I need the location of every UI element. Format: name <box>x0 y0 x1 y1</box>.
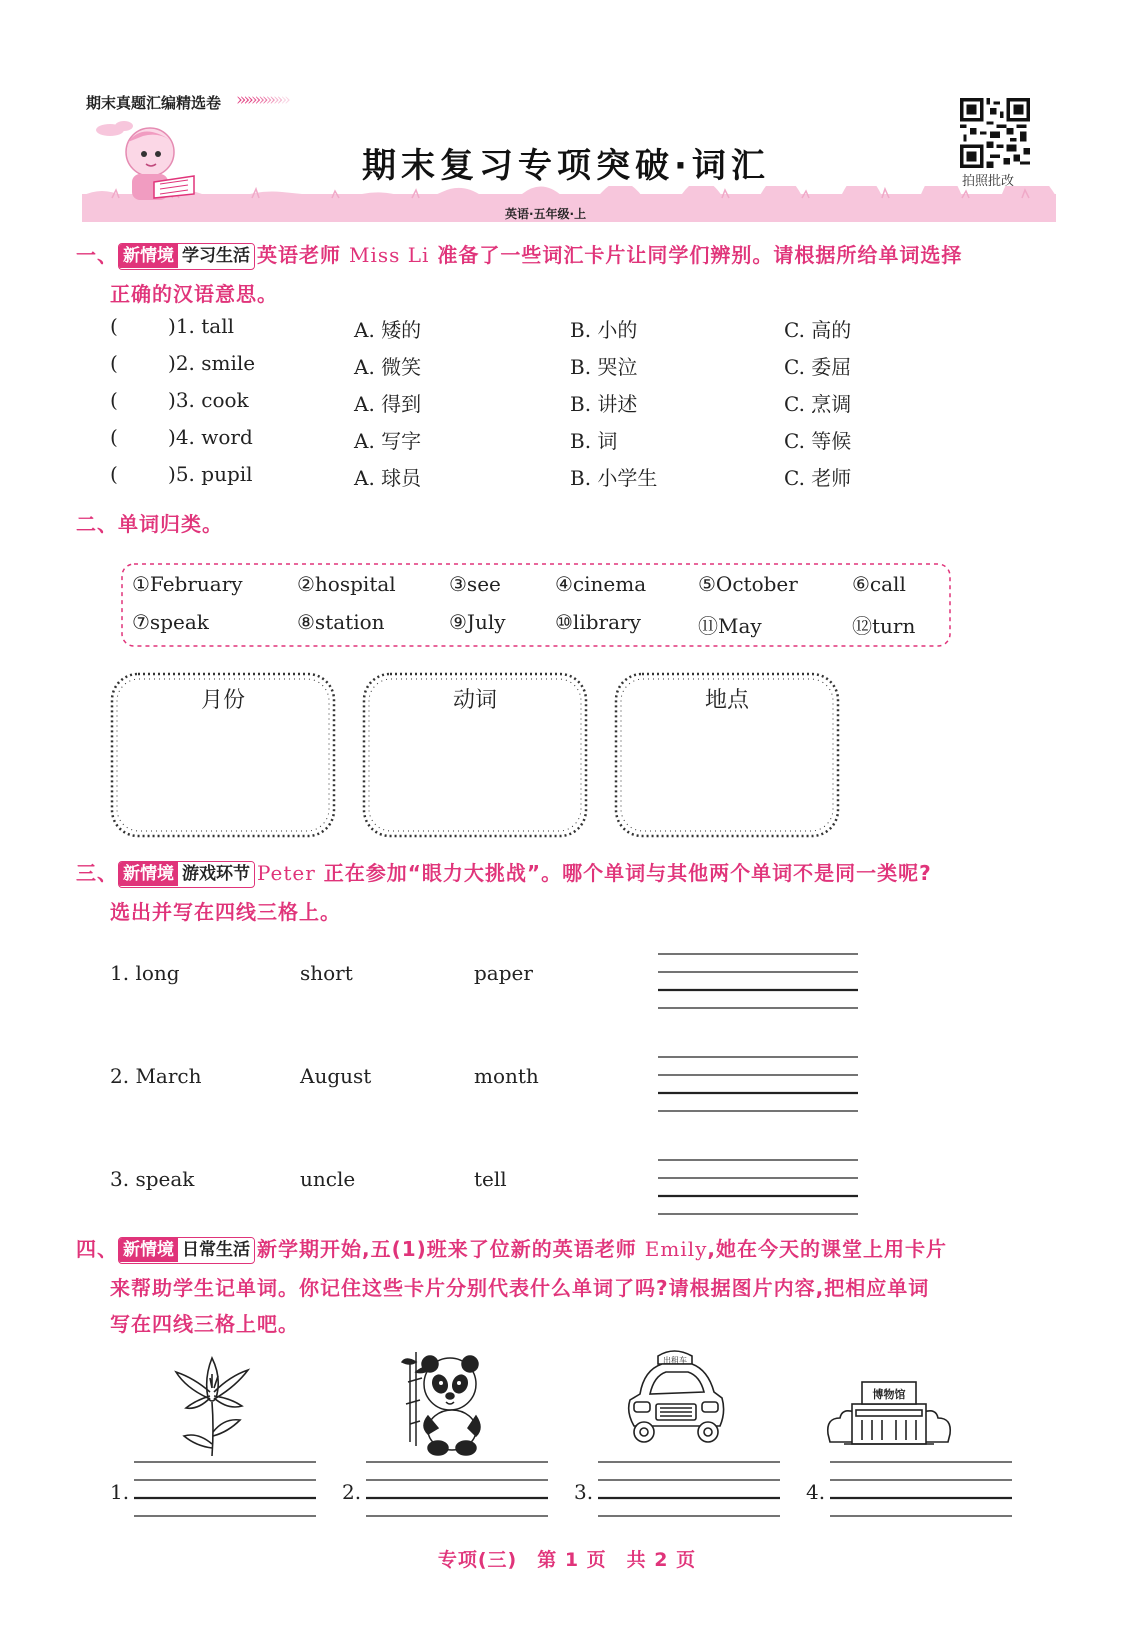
option-b: B. 哭泣 <box>570 355 638 379</box>
category-label: 动词 <box>452 688 497 713</box>
situation-tag: 新情境 日常生活 <box>118 1237 255 1264</box>
section-4-heading-line2: 来帮助学生记单词。你记住这些卡片分别代表什么单词了吗?请根据图片内容,把相应单词 <box>110 1276 930 1300</box>
category-label: 月份 <box>200 688 245 713</box>
four-line-grid[interactable] <box>598 1460 780 1518</box>
option-b: B. 讲述 <box>570 392 638 416</box>
choice-word: month <box>474 1064 539 1088</box>
picture-number: 1. <box>110 1480 130 1504</box>
section-3-heading: 三、 新情境 游戏环节 Peter 正在参加“眼力大挑战”。哪个单词与其他两个单词不是同一类呢? <box>76 854 1066 892</box>
word-bank-item: ⑨July <box>449 610 506 634</box>
section-1-heading-line2: 正确的汉语意思。 <box>110 282 278 306</box>
word-bank-item: ⑤October <box>698 572 798 596</box>
answer-blank[interactable]: ( <box>110 351 118 375</box>
option-a: A. 写字 <box>354 429 422 453</box>
word-bank-item: ③see <box>449 572 501 596</box>
option-c: C. 高的 <box>784 318 852 342</box>
odd-one-out-row: 3. speak <box>110 1167 195 1191</box>
situation-tag: 新情境 学习生活 <box>118 243 255 270</box>
word-bank-item: ⑧station <box>297 610 385 634</box>
odd-one-out-row: 1. long <box>110 961 180 985</box>
choice-word: tell <box>474 1167 507 1191</box>
choice-word: uncle <box>300 1167 356 1191</box>
four-line-grid[interactable] <box>658 1158 858 1216</box>
section-1-heading: 一、 新情境 学习生活 英语老师 Miss Li 准备了一些词汇卡片让同学们辨别。请根据所给单词选择 <box>76 236 1066 274</box>
option-b: B. 小学生 <box>570 466 658 490</box>
page-footer: 专项(三) 第 1 页 共 2 页 <box>437 1549 697 1571</box>
odd-one-out-row: 2. March <box>110 1064 202 1088</box>
four-line-grid[interactable] <box>366 1460 548 1518</box>
word-bank-box <box>120 562 952 648</box>
qr-caption: 拍照批改 <box>962 174 1015 189</box>
four-line-grid[interactable] <box>658 1055 858 1113</box>
word-bank-item: ⑥call <box>852 572 906 596</box>
museum-sign: 博物馆 <box>872 1388 906 1401</box>
section-2-heading: 二、单词归类。 <box>76 512 223 536</box>
lily-flower-icon <box>168 1348 258 1458</box>
question-word: )4. word <box>168 425 253 449</box>
question-word: )5. pupil <box>168 462 253 486</box>
situation-tag: 新情境 游戏环节 <box>118 861 255 888</box>
word-bank-item: ⑪May <box>698 614 762 638</box>
answer-blank[interactable]: ( <box>110 425 118 449</box>
museum-icon <box>824 1372 954 1452</box>
word-bank-item: ④cinema <box>555 572 647 596</box>
section-4-heading: 四、 新情境 日常生活 新学期开始,五(1)班来了位新的英语老师 Emily,她在今天的课堂上用卡片 <box>76 1230 1066 1268</box>
reading-boy-icon <box>88 112 208 212</box>
category-label: 地点 <box>704 688 749 713</box>
option-a: A. 矮的 <box>354 318 422 342</box>
page-title: 期末复习专项突破·词汇 <box>362 146 770 186</box>
word-bank-item: ⑩library <box>555 610 641 634</box>
word-bank-item: ⑦speak <box>132 610 209 634</box>
option-a: A. 球员 <box>354 466 422 490</box>
picture-number: 2. <box>342 1480 362 1504</box>
answer-blank[interactable]: ( <box>110 314 118 338</box>
picture-number: 3. <box>574 1480 594 1504</box>
taxi-sign: 出租车 <box>663 1356 687 1365</box>
question-word: )2. smile <box>168 351 256 375</box>
four-line-grid[interactable] <box>134 1460 316 1518</box>
choice-word: paper <box>474 961 533 985</box>
option-c: C. 烹调 <box>784 392 852 416</box>
answer-blank[interactable]: ( <box>110 462 118 486</box>
four-line-grid[interactable] <box>830 1460 1012 1518</box>
series-title: 期末真题汇编精选卷 <box>86 94 222 112</box>
section-4-heading-line3: 写在四线三格上吧。 <box>110 1312 299 1336</box>
option-c: C. 老师 <box>784 466 852 490</box>
option-a: A. 得到 <box>354 392 422 416</box>
word-bank-item: ⑫turn <box>852 614 916 638</box>
choice-word: short <box>300 961 353 985</box>
choice-word: August <box>300 1064 372 1088</box>
option-b: B. 词 <box>570 429 618 453</box>
qr-code-icon[interactable] <box>960 98 1030 168</box>
question-word: )3. cook <box>168 388 249 412</box>
panda-icon <box>398 1342 488 1458</box>
picture-number: 4. <box>806 1480 826 1504</box>
answer-blank[interactable]: ( <box>110 388 118 412</box>
option-b: B. 小的 <box>570 318 638 342</box>
arrow-decoration-icon: »»»»»»» <box>236 90 288 110</box>
option-a: A. 微笑 <box>354 355 422 379</box>
grade-label: 英语·五年级·上 <box>505 207 587 221</box>
word-bank-item: ①February <box>132 572 243 596</box>
section-3-heading-line2: 选出并写在四线三格上。 <box>110 900 341 924</box>
option-c: C. 等候 <box>784 429 852 453</box>
taxi-icon <box>622 1342 728 1452</box>
word-bank-item: ②hospital <box>297 572 396 596</box>
option-c: C. 委屈 <box>784 355 852 379</box>
four-line-grid[interactable] <box>658 952 858 1010</box>
question-word: )1. tall <box>168 314 235 338</box>
